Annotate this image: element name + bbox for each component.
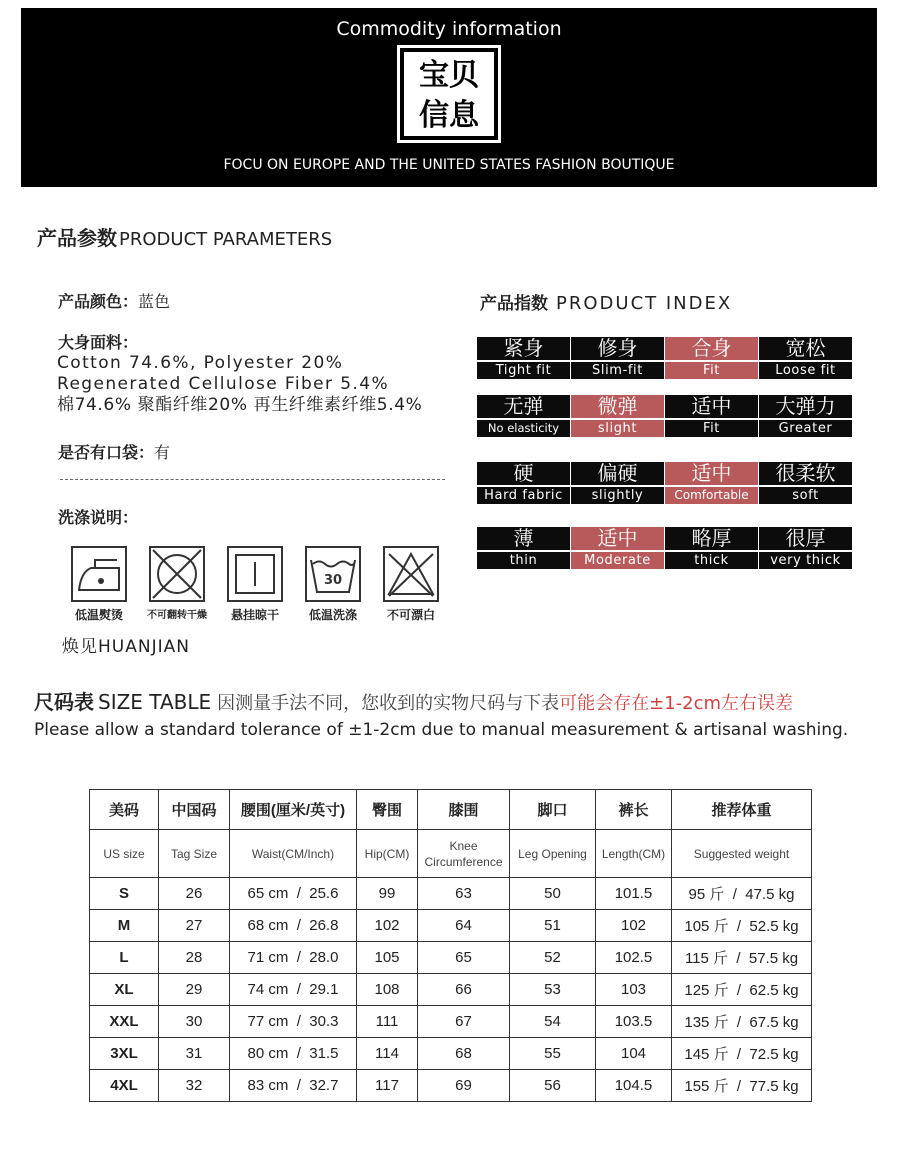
color-value: 蓝色 <box>138 292 171 311</box>
table-cell: 117 <box>357 1070 418 1102</box>
table-header-en <box>90 830 812 878</box>
wash-30-icon <box>305 546 361 602</box>
index-title-en: PRODUCT INDEX <box>556 293 733 314</box>
index-cell: 大弹力 Greater <box>759 395 852 437</box>
index-cell: 微弹 slight <box>571 395 664 437</box>
table-cell: 68 cm / 26.8 <box>230 910 357 942</box>
header-cell: 推荐体重 <box>672 790 812 830</box>
wash-label: 洗涤说明： <box>58 508 139 527</box>
index-cell: 适中 Comfortable <box>665 462 758 504</box>
table-cell: 135 斤 / 67.5 kg <box>672 1006 812 1038</box>
wash-caption: 低温洗涤 <box>308 608 357 622</box>
index-row-fit <box>477 337 853 379</box>
header-cell: Suggested weight <box>672 830 812 878</box>
pocket-param <box>58 440 170 463</box>
index-cell: 很柔软 soft <box>759 462 852 504</box>
no-tumble-dry-icon <box>149 546 205 602</box>
table-cell: 53 <box>510 974 596 1006</box>
index-title <box>480 289 732 314</box>
pocket-value: 有 <box>154 443 171 462</box>
table-cell: 155 斤 / 77.5 kg <box>672 1070 812 1102</box>
table-cell: 102.5 <box>596 942 672 974</box>
index-cell: 很厚 very thick <box>759 527 852 569</box>
table-cell: 32 <box>159 1070 230 1102</box>
table-cell: 64 <box>418 910 510 942</box>
fabric-line-1: Cotton 74.6%, Polyester 20% <box>57 353 344 373</box>
table-cell: 51 <box>510 910 596 942</box>
fabric-line-3: 棉74.6% 聚酯纤维20% 再生纤维素纤维5.4% <box>57 395 423 415</box>
table-cell: 66 <box>418 974 510 1006</box>
table-cell: 125 斤 / 62.5 kg <box>672 974 812 1006</box>
wash-item <box>138 546 216 623</box>
table-cell: 104.5 <box>596 1070 672 1102</box>
size-note: 因测量手法不同，您收到的实物尺码与下表 <box>217 693 560 714</box>
logo-line-1: 宝贝 <box>419 58 479 93</box>
index-row-thickness <box>477 527 853 569</box>
size-table <box>89 789 812 1102</box>
wash-caption: 不可翻转干燥 <box>147 610 207 621</box>
wash-caption: 低温熨烫 <box>74 608 123 622</box>
table-cell: 56 <box>510 1070 596 1102</box>
index-cell: 偏硬 slightly <box>571 462 664 504</box>
table-cell: 95 斤 / 47.5 kg <box>672 878 812 910</box>
header-cell: 裤长 <box>596 790 672 830</box>
table-cell: 69 <box>418 1070 510 1102</box>
wash-caption: 不可漂白 <box>386 608 435 622</box>
table-cell: 105 斤 / 52.5 kg <box>672 910 812 942</box>
table-cell: 27 <box>159 910 230 942</box>
table-cell: 102 <box>357 910 418 942</box>
wash-caption: 悬挂晾干 <box>230 608 279 622</box>
banner-bottom-text: FOCU ON EUROPE AND THE UNITED STATES FASHION BOUTIQUE <box>223 157 675 173</box>
table-cell: 26 <box>159 878 230 910</box>
table-cell: 105 <box>357 942 418 974</box>
index-cell: 适中 Moderate <box>571 527 664 569</box>
header-cell: 膝围 <box>418 790 510 830</box>
header-cell: Knee Circumference <box>418 830 510 878</box>
table-row <box>90 942 812 974</box>
divider <box>60 479 445 480</box>
wash-item <box>60 546 138 623</box>
table-row <box>90 1070 812 1102</box>
header-cell: US size <box>90 830 159 878</box>
size-title-en: SIZE TABLE <box>98 690 212 714</box>
params-title-en: PRODUCT PARAMETERS <box>119 229 333 250</box>
fabric-label: 大身面料： <box>58 333 139 352</box>
size-cell: XXL <box>90 1006 159 1038</box>
table-cell: 65 cm / 25.6 <box>230 878 357 910</box>
table-cell: 80 cm / 31.5 <box>230 1038 357 1070</box>
header-banner <box>21 8 877 187</box>
hang-dry-icon <box>227 546 283 602</box>
index-cell: 硬 Hard fabric <box>477 462 570 504</box>
no-bleach-icon <box>383 546 439 602</box>
header-cell: 脚口 <box>510 790 596 830</box>
table-cell: 28 <box>159 942 230 974</box>
params-title-cn: 产品参数 <box>37 226 117 250</box>
header-cell: 美码 <box>90 790 159 830</box>
table-cell: 50 <box>510 878 596 910</box>
table-cell: 104 <box>596 1038 672 1070</box>
size-cell: M <box>90 910 159 942</box>
index-cell: 略厚 thick <box>665 527 758 569</box>
table-cell: 74 cm / 29.1 <box>230 974 357 1006</box>
low-temp-iron-icon <box>71 546 127 602</box>
table-cell: 30 <box>159 1006 230 1038</box>
color-label: 产品颜色： <box>58 292 139 311</box>
table-row <box>90 910 812 942</box>
table-cell: 77 cm / 30.3 <box>230 1006 357 1038</box>
header-cell: Tag Size <box>159 830 230 878</box>
color-param <box>58 289 170 312</box>
brand-name: 焕见HUANJIAN <box>62 637 190 657</box>
table-cell: 67 <box>418 1006 510 1038</box>
table-row <box>90 974 812 1006</box>
table-cell: 54 <box>510 1006 596 1038</box>
index-row-softness <box>477 462 853 504</box>
wash-item <box>294 546 372 623</box>
size-cell: 3XL <box>90 1038 159 1070</box>
header-cell: Hip(CM) <box>357 830 418 878</box>
wash-item <box>216 546 294 623</box>
table-row <box>90 878 812 910</box>
table-row <box>90 1038 812 1070</box>
table-cell: 63 <box>418 878 510 910</box>
table-cell: 29 <box>159 974 230 1006</box>
table-cell: 71 cm / 28.0 <box>230 942 357 974</box>
table-cell: 68 <box>418 1038 510 1070</box>
table-cell: 115 斤 / 57.5 kg <box>672 942 812 974</box>
table-cell: 52 <box>510 942 596 974</box>
table-cell: 101.5 <box>596 878 672 910</box>
table-cell: 111 <box>357 1006 418 1038</box>
table-cell: 103.5 <box>596 1006 672 1038</box>
fabric-line-2: Regenerated Cellulose Fiber 5.4% <box>57 374 390 394</box>
size-cell: 4XL <box>90 1070 159 1102</box>
params-title <box>37 222 332 251</box>
index-cell: 适中 Fit <box>665 395 758 437</box>
banner-logo <box>397 45 501 143</box>
table-row <box>90 1006 812 1038</box>
table-cell: 103 <box>596 974 672 1006</box>
table-cell: 65 <box>418 942 510 974</box>
header-cell: 腰围(厘米/英寸) <box>230 790 357 830</box>
size-note-red: 可能会存在±1-2cm左右误差 <box>559 693 794 714</box>
size-title <box>34 686 793 715</box>
header-cell: 中国码 <box>159 790 230 830</box>
header-cell: Leg Opening <box>510 830 596 878</box>
table-cell: 114 <box>357 1038 418 1070</box>
size-cell: S <box>90 878 159 910</box>
index-cell: 紧身 Tight fit <box>477 337 570 379</box>
index-cell: 无弹 No elasticity <box>477 395 570 437</box>
logo-line-2: 信息 <box>419 98 479 133</box>
index-cell: 修身 Slim-fit <box>571 337 664 379</box>
index-title-cn: 产品指数 <box>480 294 548 314</box>
wash-temp-label: 30 <box>323 573 343 588</box>
size-cell: L <box>90 942 159 974</box>
wash-icons <box>60 546 450 623</box>
index-cell: 宽松 Loose fit <box>759 337 852 379</box>
header-cell: Length(CM) <box>596 830 672 878</box>
banner-top-text: Commodity information <box>336 18 562 40</box>
pocket-label: 是否有口袋： <box>58 443 155 462</box>
table-cell: 31 <box>159 1038 230 1070</box>
tolerance-note: Please allow a standard tolerance of ±1-2cm due to manual measurement & artisanal washing. <box>34 720 849 740</box>
table-cell: 108 <box>357 974 418 1006</box>
table-cell: 102 <box>596 910 672 942</box>
size-title-cn: 尺码表 <box>34 690 94 714</box>
header-cell: 臀围 <box>357 790 418 830</box>
table-cell: 145 斤 / 72.5 kg <box>672 1038 812 1070</box>
header-cell: Waist(CM/Inch) <box>230 830 357 878</box>
index-cell: 合身 Fit <box>665 337 758 379</box>
fabric-composition <box>57 353 422 416</box>
size-cell: XL <box>90 974 159 1006</box>
table-cell: 55 <box>510 1038 596 1070</box>
wash-item <box>372 546 450 623</box>
table-cell: 99 <box>357 878 418 910</box>
table-header-cn <box>90 790 812 830</box>
table-cell: 83 cm / 32.7 <box>230 1070 357 1102</box>
index-cell: 薄 thin <box>477 527 570 569</box>
index-row-elasticity <box>477 395 853 437</box>
